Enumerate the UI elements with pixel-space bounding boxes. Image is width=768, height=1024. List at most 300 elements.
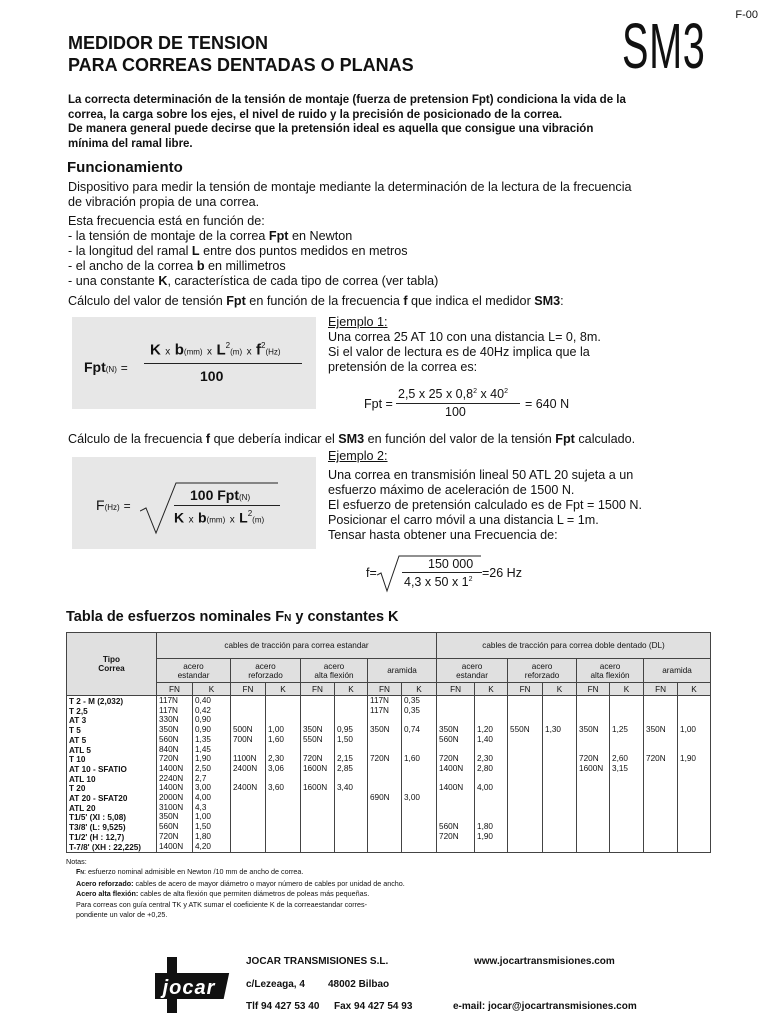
calc2-text: que debería indicar el (210, 432, 339, 446)
fn-cell (439, 812, 472, 822)
example-line: Tensar hasta obtener una Frecuencia de: (328, 528, 558, 542)
k-cell: 3,00 (404, 793, 420, 803)
fn-cell (579, 774, 607, 784)
fn-header: FN (644, 683, 678, 696)
calc1-var: SM3 (534, 294, 561, 308)
fn-cell (233, 715, 263, 725)
fn-column (577, 696, 610, 853)
k-cell (337, 812, 365, 822)
k-cell (268, 812, 298, 822)
notes-title: Notas: (66, 857, 87, 866)
fn-cell (646, 803, 675, 813)
fn-cell: 2400N (233, 783, 258, 793)
k-cell: 4,20 (195, 841, 211, 851)
k-cell: 1,90 (477, 831, 493, 841)
subgroup-label: acero (255, 661, 276, 671)
fn-cell: 720N (159, 754, 179, 764)
fn-cell (579, 735, 607, 745)
tipo-label: Tipo (102, 655, 121, 664)
k-cell (404, 774, 434, 784)
fn-cell (303, 774, 332, 784)
k-cell (337, 715, 365, 725)
fn-cell: 560N (439, 734, 459, 744)
subgroup-header (437, 659, 508, 683)
k-cell (404, 842, 434, 852)
k-cell (477, 715, 505, 725)
k-cell (477, 803, 505, 813)
k-cell (477, 793, 505, 803)
calc1-text: en función de la frecuencia (245, 294, 404, 308)
fn-cell (439, 715, 472, 725)
k-cell: 0,90 (195, 715, 211, 725)
k-cell: 1,35 (195, 734, 211, 744)
group-header-standard: cables de tracción para correa estandar (157, 633, 437, 659)
fn-cell: 3100N (159, 802, 184, 812)
example-line: Posicionar el carro móvil a una distancia L = 1m. (328, 513, 599, 527)
fn-cell: 1600N (303, 763, 328, 773)
example2-numerator: 150 000 (428, 557, 474, 571)
bullet-text: , característica de cada tipo de correa (ver tabla) (167, 274, 439, 288)
l-exponent: 2 (225, 341, 231, 350)
k-cell (680, 745, 708, 755)
bullet-text: en Newton (288, 229, 353, 243)
fn-cell (439, 803, 472, 813)
table-body-row (67, 696, 711, 853)
fn-header: FN (231, 683, 266, 696)
intro-line: correa, la carga sobre los ejes, el nivel de ruido y la precisión de posicionado de la correa. (68, 108, 563, 121)
fn-cell: 1400N (439, 783, 464, 793)
fn-cell (370, 812, 399, 822)
k-cell: 3,06 (268, 763, 284, 773)
fn-cell (510, 696, 540, 706)
times-sign: x (188, 514, 194, 526)
fn-cell: 560N (439, 822, 459, 832)
k-header: K (610, 683, 644, 696)
subgroup-label: acero (323, 661, 345, 671)
fn-cell: 500N (233, 725, 253, 735)
k-header: K (335, 683, 368, 696)
k-cell: 4,00 (477, 783, 493, 793)
k-header: K (543, 683, 577, 696)
fn-header: FN (368, 683, 402, 696)
bullet-text: - el ancho de la correa (68, 259, 197, 273)
fn-cell: 1400N (159, 783, 184, 793)
intro-line: La correcta determinación de la tensión de montaje (fuerza de pretension Fpt) condiciona la vida de la (68, 94, 626, 106)
k-symbol: K (150, 341, 161, 359)
k-cell: 1,80 (195, 831, 211, 841)
k-cell (545, 696, 574, 706)
fn-cell (303, 696, 332, 706)
fn-cell (579, 706, 607, 716)
k-cell (404, 803, 434, 813)
section-title: Funcionamiento (67, 159, 183, 176)
fn-cell (579, 822, 607, 832)
company-address: c/Lezeaga, 4 (246, 979, 305, 990)
para-line: de vibración propia de una correa. (68, 195, 260, 209)
company-name: JOCAR TRANSMISIONES S.L. (246, 956, 389, 967)
k-cell: 1,20 (477, 725, 493, 735)
k-cell (477, 696, 505, 706)
example2-exp: 2 (468, 575, 473, 583)
k-cell (612, 774, 641, 784)
bullet-item (68, 274, 708, 289)
k-cell (337, 774, 365, 784)
logo-text: jocar (162, 977, 216, 999)
bullet-text: - una constante (68, 274, 159, 288)
subgroup-header (368, 659, 437, 683)
formula2-box (72, 457, 316, 549)
subgroup-label: acero (461, 661, 483, 671)
fn-cell (579, 715, 607, 725)
fn-cell (646, 696, 675, 706)
k-cell (545, 764, 574, 774)
k-cell: 3,60 (268, 783, 284, 793)
k-cell (268, 803, 298, 813)
times-sign: x (207, 346, 213, 358)
fn-cell (579, 812, 607, 822)
fn-cell (303, 842, 332, 852)
fn-cell: 700N (233, 734, 253, 744)
note-text: cables de alta flexión que permiten diámetros de poleas más pequeñas. (138, 889, 370, 899)
times-sign: x (246, 346, 252, 358)
fn-cell (233, 745, 263, 755)
example-line: pretensión de la correa es: (328, 360, 478, 374)
subgroup-header (644, 659, 711, 683)
k-cell: 1,00 (680, 725, 696, 735)
b-unit: (mm) (206, 515, 226, 525)
subgroup-label: reforzado (524, 670, 560, 680)
subgroup-label: estandar (177, 670, 210, 680)
l-exponent: 2 (247, 509, 253, 518)
fn-cell (370, 822, 399, 832)
table-subgroup-header (67, 659, 711, 683)
fn-cell (579, 783, 607, 793)
fn-cell (646, 783, 675, 793)
fn-cell (303, 832, 332, 842)
fn-cell (370, 735, 399, 745)
formula1-fraction-bar (144, 363, 302, 364)
k-cell (612, 696, 641, 706)
fn-cell (370, 832, 399, 842)
k-header: K (678, 683, 711, 696)
fn-cell (510, 842, 540, 852)
b-symbol: b (198, 509, 207, 526)
k-cell (337, 803, 365, 813)
subgroup-header (157, 659, 231, 683)
k-cell (612, 706, 641, 716)
k-cell: 3,40 (337, 783, 353, 793)
model-label: SM3 (622, 10, 706, 82)
calc2-text: en función del valor de la tensión (364, 432, 556, 446)
calc1-text: : (560, 294, 564, 308)
k-cell (680, 706, 708, 716)
k-cell: 1,25 (612, 725, 628, 735)
fn-cell (370, 774, 399, 784)
fn-cell (370, 764, 399, 774)
k-column (266, 696, 301, 853)
fn-cell: 720N (370, 754, 390, 764)
k-cell: 1,30 (545, 725, 561, 735)
note-line: pondiente un valor de +0,25. (76, 910, 168, 920)
note-term: Acero alta flexión: (76, 889, 139, 899)
f-symbol: F (96, 497, 105, 513)
fn-cell (646, 842, 675, 852)
type-cell: T 2,5 (69, 706, 88, 716)
k-header: K (402, 683, 437, 696)
fn-cell: 2000N (159, 793, 184, 803)
fn-cell (439, 774, 472, 784)
fn-column (231, 696, 266, 853)
fn-cell (510, 832, 540, 842)
fn-cell (579, 745, 607, 755)
type-cell: T 10 (69, 755, 86, 765)
fn-header: FN (157, 683, 193, 696)
k-header: K (193, 683, 231, 696)
fpt-unit: (N) (105, 365, 117, 374)
k-cell (477, 706, 505, 716)
subgroup-label: alta flexión (590, 670, 630, 680)
k-cell: 2,30 (477, 754, 493, 764)
k-cell (612, 822, 641, 832)
fn-header: FN (301, 683, 335, 696)
k-cell (612, 715, 641, 725)
k-cell (404, 783, 434, 793)
example1-num-text: x 40 (476, 387, 505, 401)
tension-table (66, 632, 711, 853)
description (68, 180, 708, 309)
fn-cell: 117N (370, 705, 389, 715)
fn-cell (510, 706, 540, 716)
formula1-numerator (150, 341, 281, 359)
calc2-var: SM3 (338, 432, 365, 446)
fn-cell (510, 803, 540, 813)
k-cell: 1,50 (337, 734, 353, 744)
k-cell: 0,35 (404, 696, 420, 705)
k-cell (612, 793, 641, 803)
bullet-text: entre dos puntos medidos en metros (199, 244, 408, 258)
fn-cell (233, 822, 263, 832)
k-cell (268, 715, 298, 725)
fpt-symbol: Fpt (84, 359, 106, 375)
type-cell: AT 20 - SFAT20 (69, 794, 128, 804)
bullet-var: Fpt (268, 229, 289, 243)
k-cell (680, 832, 708, 842)
example-line: El esfuerzo de pretensión calculado es de Fpt = 1500 N. (328, 498, 642, 512)
k-cell (680, 803, 708, 813)
bullet-text: - la longitud del ramal (68, 244, 192, 258)
fn-cell (303, 715, 332, 725)
type-cell: T-7/8' (XH : 22,225) (69, 842, 142, 852)
k-cell (268, 774, 298, 784)
k-cell: 4,3 (195, 802, 207, 812)
example1-title: Ejemplo 1: (328, 315, 388, 329)
fn-cell: 1100N (233, 754, 257, 764)
k-cell (337, 832, 365, 842)
k-cell (545, 715, 574, 725)
k-cell (477, 774, 505, 784)
formula1-box (72, 317, 316, 409)
company-city: 48002 Bilbao (328, 979, 390, 990)
k-cell (612, 745, 641, 755)
k-column (610, 696, 644, 853)
table-fn-k-header (67, 683, 711, 696)
website-link[interactable]: www.jocartransmisiones.com (474, 956, 615, 967)
k-cell (268, 822, 298, 832)
k-cell (612, 832, 641, 842)
k-cell (268, 745, 298, 755)
k-cell: 2,50 (195, 763, 211, 773)
fn-cell (510, 745, 540, 755)
bullet-item (68, 259, 708, 274)
k-cell (337, 696, 365, 706)
fn-cell (233, 706, 263, 716)
table-group-header (67, 633, 711, 659)
note-term: Acero reforzado: (76, 878, 134, 888)
note-line (66, 889, 405, 899)
fn-cell (303, 745, 332, 755)
k-cell (404, 735, 434, 745)
subgroup-header (301, 659, 368, 683)
calc1-line (68, 294, 708, 309)
l-unit: (m) (230, 347, 243, 357)
fn-cell: 1400N (159, 841, 184, 851)
note-text: : esfuerzo nominal admisible en Newton /10 mm de ancho de correa. (84, 867, 304, 877)
fn-cell (370, 745, 399, 755)
k-cell (680, 735, 708, 745)
subgroup-label: alta flexión (314, 670, 354, 680)
fn-cell: 720N (579, 754, 599, 764)
fn-cell (646, 745, 675, 755)
k-cell (404, 745, 434, 755)
k-cell (612, 842, 641, 852)
k-cell (680, 842, 708, 852)
type-cell: T3/8' (L: 9,525) (69, 823, 126, 833)
k-cell: 0,74 (404, 725, 420, 735)
k-cell (545, 803, 574, 813)
company-phone: Tlf 94 427 53 40 (246, 1001, 320, 1012)
bullet-var: b (196, 259, 205, 273)
k-cell: 2,15 (337, 754, 353, 764)
subgroup-header (231, 659, 301, 683)
fn-column (437, 696, 475, 853)
note-term-sub: N (80, 870, 85, 877)
k-cell (612, 783, 641, 793)
k-cell (680, 774, 708, 784)
tipo-label: Correa (98, 664, 125, 673)
fn-cell: 350N (439, 725, 459, 735)
fn-cell: 550N (303, 734, 323, 744)
k-cell: 1,80 (477, 822, 493, 832)
example2-denominator (404, 575, 473, 589)
fn-cell (510, 774, 540, 784)
fpt-unit: (N) (239, 493, 251, 502)
fn-cell: 2400N (233, 763, 258, 773)
calc1-var: f (403, 294, 408, 308)
k-cell (404, 812, 434, 822)
formula1-lhs (84, 359, 128, 375)
k-cell: 1,90 (195, 754, 211, 764)
k-cell: 2,30 (268, 754, 284, 764)
fn-cell: 350N (646, 725, 666, 735)
type-cell: T1/5' (XI : 5,08) (69, 813, 127, 823)
fn-cell (579, 832, 607, 842)
email-label: e-mail: (453, 1001, 486, 1012)
fn-cell (510, 735, 540, 745)
fn-cell (510, 754, 540, 764)
f-exponent: 2 (261, 341, 266, 350)
example2 (328, 449, 708, 543)
example1 (328, 315, 708, 375)
k-cell (545, 842, 574, 852)
fn-column (644, 696, 678, 853)
fn-cell (646, 822, 675, 832)
fn-cell (439, 696, 472, 706)
fn-cell (646, 715, 675, 725)
l-symbol: L (216, 341, 226, 359)
k-cell (268, 793, 298, 803)
example1-exp: 2 (473, 387, 477, 395)
example1-fraction-bar (396, 403, 520, 404)
fn-column (508, 696, 543, 853)
calc1-text: Cálculo del valor de tensión (68, 294, 227, 308)
k-cell (404, 822, 434, 832)
fn-cell: 840N (159, 744, 179, 754)
note-line (66, 867, 405, 878)
k-cell: 1,45 (195, 744, 211, 754)
calc2-text: Cálculo de la frecuencia (68, 432, 206, 446)
k-cell: 1,50 (195, 822, 211, 832)
calc2-text: calculado. (574, 432, 636, 446)
fn-cell (303, 822, 332, 832)
table-title-text: Tabla de esfuerzos nominales F (66, 609, 285, 625)
fn-cell (646, 735, 675, 745)
fn-cell: 720N (439, 831, 459, 841)
type-cell: ATL 5 (69, 745, 91, 755)
k-cell (680, 764, 708, 774)
subgroup-label: aramida (662, 666, 692, 675)
page-title (68, 32, 414, 76)
k-cell: 4,00 (195, 793, 211, 803)
f-symbol: f (256, 341, 262, 359)
fn-cell (646, 764, 675, 774)
fn-column (368, 696, 402, 853)
calc1-var: Fpt (226, 294, 246, 308)
k-cell: 3,15 (612, 763, 628, 773)
bullet-var: L (191, 244, 200, 258)
bullet-var: K (158, 274, 168, 288)
fn-cell: 720N (439, 754, 459, 764)
fn-header: FN (577, 683, 610, 696)
k-cell: 1,90 (680, 754, 696, 764)
fn-cell (370, 803, 399, 813)
email-link[interactable]: jocar@jocartransmisiones.com (488, 1001, 637, 1012)
formula2-numerator (190, 487, 250, 505)
k-cell (680, 822, 708, 832)
title-line: MEDIDOR DE TENSION (68, 33, 269, 53)
fn-cell (439, 793, 472, 803)
k-column (335, 696, 368, 853)
bullet-item (68, 229, 708, 244)
fn-cell: 350N (159, 725, 179, 735)
type-cell: T1/2' (H : 12,7) (69, 832, 125, 842)
times-sign: x (229, 514, 235, 526)
k-cell (404, 832, 434, 842)
k-cell (680, 696, 708, 706)
table-title-sub: N (284, 613, 292, 624)
fn-cell: 720N (159, 831, 179, 841)
k-cell: 1,60 (268, 734, 284, 744)
k-cell (477, 745, 505, 755)
